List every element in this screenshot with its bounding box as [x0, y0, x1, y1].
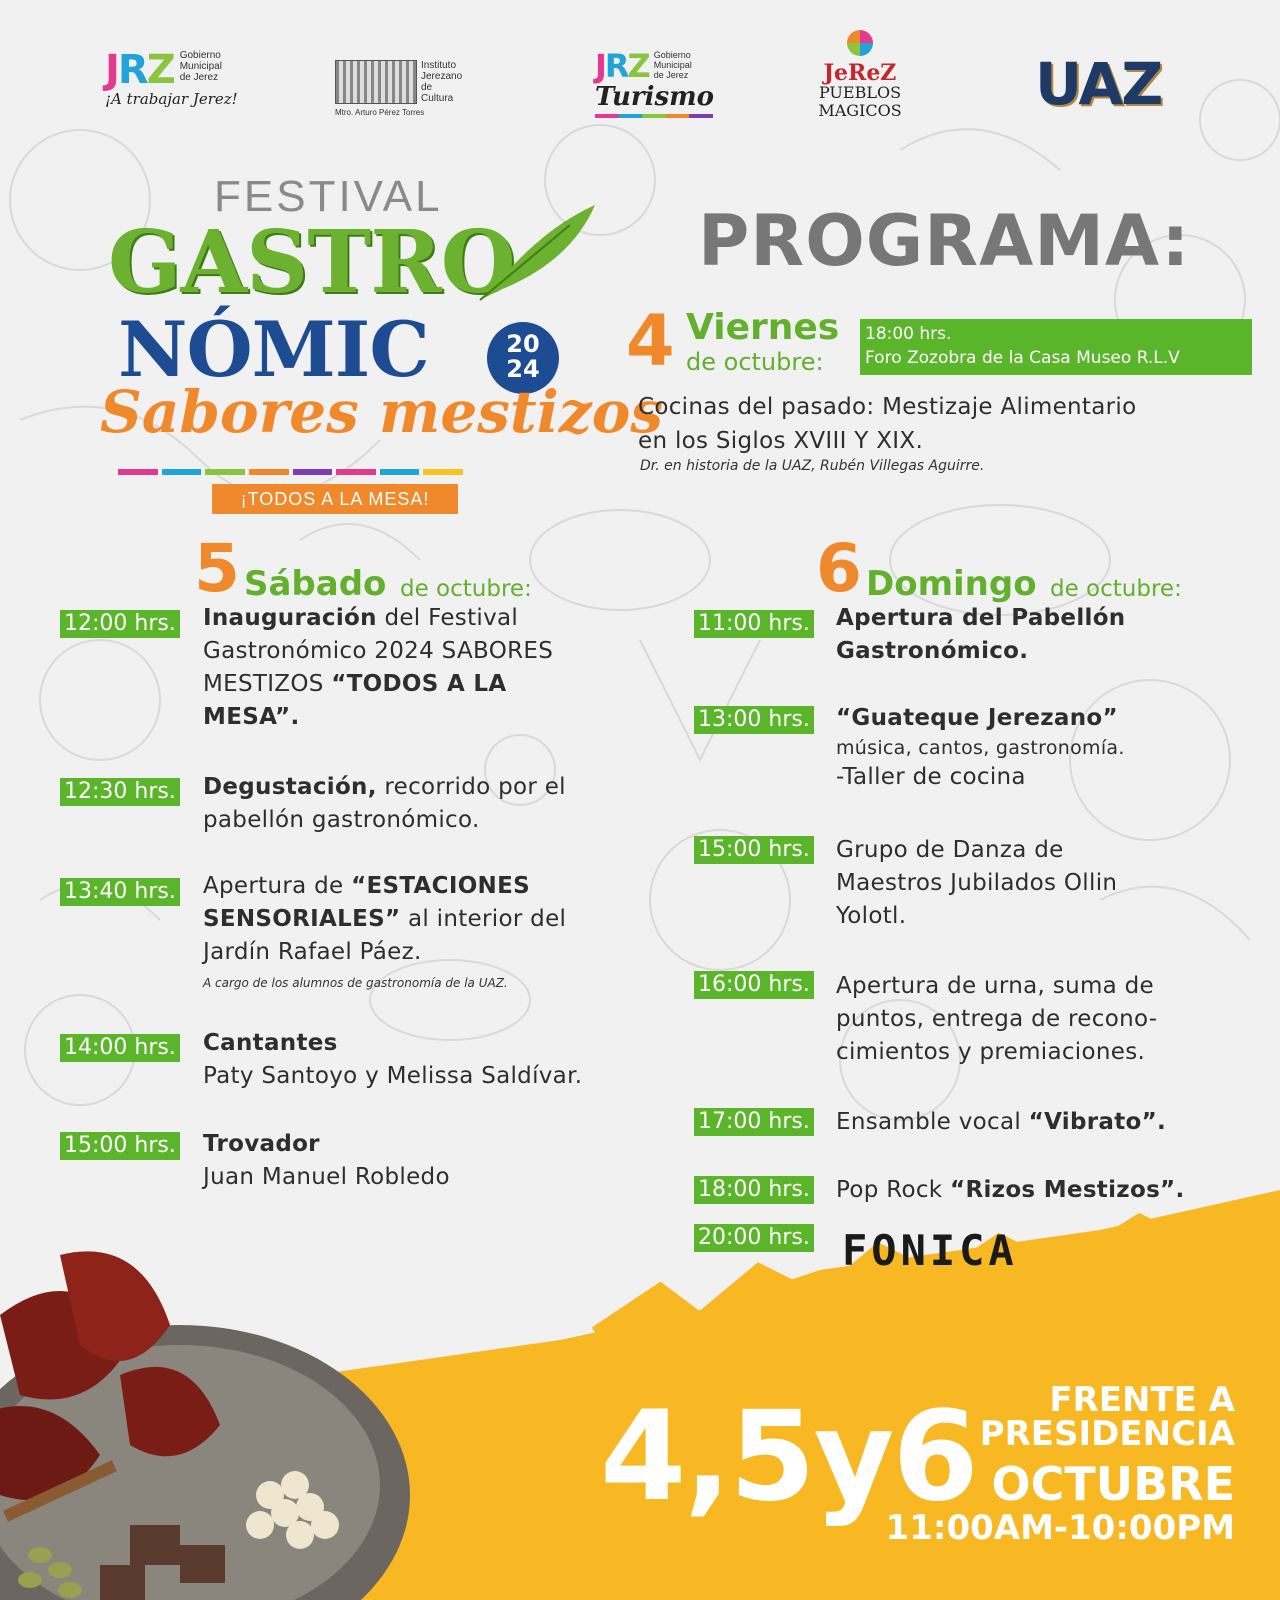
sun-e4-l2: puntos, entrega de recono-: [836, 1006, 1158, 1032]
friday-number: 4: [626, 300, 675, 382]
inst-line3: de: [421, 82, 433, 93]
sat-e4-bold: Cantantes: [203, 1030, 338, 1056]
jrz-mark: JRZ: [105, 47, 174, 93]
sun-event-4: [836, 970, 1256, 1069]
saturday-name: Sábado: [244, 564, 387, 604]
sat-e3-note: A cargo de los alumnos de gastronomía de la UAZ.: [203, 976, 508, 990]
festival-label: FESTIVAL: [214, 172, 443, 221]
pm-line2: PUEBLOS: [818, 83, 902, 102]
sun-event-1: [836, 602, 1256, 668]
saturday-number: 5: [194, 530, 240, 607]
sat-e2-l1: recorrido por el: [376, 774, 566, 800]
sun-event-3: [836, 834, 1256, 933]
programa-title: PROGRAMA:: [698, 200, 1191, 282]
sat-e3-bold: “ESTACIONES: [351, 873, 530, 899]
sun-time-3: 15:00 hrs.: [694, 836, 814, 864]
sat-event-1: [203, 602, 643, 734]
pueblos-magicos-logo: [815, 28, 905, 128]
friday-month: de octubre:: [686, 348, 824, 376]
jrz-slogan: ¡A trabajar Jerez!: [105, 90, 238, 108]
jrz-gov-line1: Gobierno: [179, 50, 221, 61]
sabores-subtitle: Sabores mestizos: [100, 378, 664, 446]
jrz-gov-line3: de Jerez: [179, 72, 219, 83]
fonica-logo: FONICA: [842, 1226, 1018, 1275]
sat-e1-l2: Gastronómico 2024 SABORES: [203, 638, 554, 664]
sat-event-3: [203, 870, 643, 969]
sun-event-6: [836, 1174, 1256, 1207]
sun-time-1: 11:00 hrs.: [694, 610, 814, 638]
venue-line1: FRENTE A: [1049, 1380, 1235, 1420]
saturday-month: de octubre:: [400, 576, 532, 602]
sat-e3-l2b: SENSORIALES”: [203, 906, 401, 932]
molcajete-chiles-image: [0, 1195, 420, 1600]
venue-line2: PRESIDENCIA: [979, 1414, 1235, 1454]
sun-time-4: 16:00 hrs.: [694, 971, 814, 999]
feather-icon: [470, 200, 600, 310]
sat-event-4: [203, 1027, 663, 1093]
friday-speaker: Dr. en historia de la UAZ, Rubén Villegas Aguirre.: [640, 458, 985, 474]
year-top: 20: [506, 330, 540, 358]
inst-line2: Jerezano: [421, 71, 463, 82]
sun-event-5: [836, 1106, 1256, 1139]
sun-time-6: 18:00 hrs.: [694, 1176, 814, 1204]
sun-e6-a: Pop Rock: [836, 1177, 951, 1203]
jrz-turismo-logo: JRZ Gobierno Municipal de Jerez Turismo: [595, 50, 725, 128]
sat-e4-l2: Paty Santoyo y Melissa Saldívar.: [203, 1063, 583, 1089]
sat-time-1: 12:00 hrs.: [60, 610, 180, 638]
sat-event-2: [203, 771, 643, 837]
sat-e5-bold: Trovador: [203, 1131, 320, 1157]
friday-place: Foro Zozobra de la Casa Museo R.L.V: [865, 348, 1180, 368]
color-bar: [118, 469, 463, 475]
friday-time: 18:00 hrs.: [865, 324, 952, 344]
pinwheel-icon: [845, 28, 875, 58]
instituto-cultura-logo: [335, 60, 485, 120]
jrzt-script: Turismo: [595, 82, 714, 112]
jrz-gobierno-logo: [105, 47, 275, 130]
pm-line3: MAGICOS: [818, 101, 902, 120]
friday-line2: en los Siglos XVIII Y XIX.: [638, 428, 924, 454]
sun-e5-a: Ensamble vocal: [836, 1109, 1029, 1135]
sat-time-2: 12:30 hrs.: [60, 778, 180, 806]
sat-e1-l1: del Festival: [376, 605, 519, 631]
sunday-name: Domingo: [866, 564, 1037, 604]
sun-e4-l1: Apertura de urna, suma de: [836, 973, 1154, 999]
venue: [955, 1380, 1235, 1454]
sunday-month: de octubre:: [1050, 576, 1182, 602]
sat-e5-l2: Juan Manuel Robledo: [203, 1164, 450, 1190]
sun-e3-l3: Yolotl.: [836, 903, 907, 929]
inst-sub: Mtro. Arturo Pérez Torres: [335, 108, 425, 117]
sun-e2-bold: “Guateque Jerezano”: [836, 705, 1118, 731]
inst-line1: Instituto: [421, 60, 457, 71]
jrz-gov-line2: Municipal: [179, 61, 222, 72]
year-bottom: 24: [506, 355, 540, 383]
sat-e2-l2: pabellón gastronómico.: [203, 807, 480, 833]
uaz-mark: UAZ: [1035, 50, 1162, 118]
sun-e5-bold: “Vibrato”.: [1028, 1109, 1167, 1135]
sun-e3-l2: Maestros Jubilados Ollin: [836, 870, 1118, 896]
sun-time-7: 20:00 hrs.: [694, 1224, 814, 1252]
sun-e1-b1: Apertura del Pabellón: [836, 605, 1126, 631]
sat-e1-bold: Inauguración: [203, 605, 377, 631]
sun-e2-l3: -Taller de cocina: [836, 764, 1026, 790]
gastro-title: GASTRO: [108, 212, 515, 313]
jrzt-line1: Gobierno: [653, 50, 691, 60]
color-stripe: [595, 114, 713, 118]
sun-time-5: 17:00 hrs.: [694, 1108, 814, 1136]
sat-e2-bold: Degustación,: [203, 774, 377, 800]
jrzt-line2: Municipal: [653, 60, 692, 70]
sun-e6-bold: “Rizos Mestizos”.: [950, 1177, 1185, 1203]
sat-time-5: 15:00 hrs.: [60, 1132, 180, 1160]
inst-line4: Cultura: [421, 93, 454, 104]
festival-dates: 4,5y6: [600, 1385, 977, 1529]
jrzt-line3: de Jerez: [653, 70, 689, 80]
sat-event-5: [203, 1128, 643, 1194]
sun-e3-l1: Grupo de Danza de: [836, 837, 1064, 863]
friday-line1: Cocinas del pasado: Mestizaje Alimentario: [638, 394, 1137, 420]
sat-e1-l3a: MESTIZOS: [203, 671, 332, 697]
sun-event-2: [836, 702, 1256, 794]
sunday-number: 6: [816, 530, 862, 607]
sat-e3-l3: Jardín Rafael Páez.: [203, 939, 422, 965]
friday-time-place: [860, 319, 1252, 375]
pm-line1: JeReZ: [823, 60, 897, 86]
sat-e3-l2: al interior del: [400, 906, 567, 932]
friday-event: [638, 390, 1258, 458]
sat-time-4: 14:00 hrs.: [60, 1034, 180, 1062]
sat-time-3: 13:40 hrs.: [60, 878, 180, 906]
sat-e1-l4: MESA”.: [203, 704, 300, 730]
sat-e1-l3b: “TODOS A LA: [331, 671, 507, 697]
sun-e4-l3: cimientos y premiaciones.: [836, 1039, 1146, 1065]
nomico-title: NÓMIC: [118, 305, 429, 394]
sat-e3-a: Apertura de: [203, 873, 352, 899]
sun-e2-l2: música, cantos, gastronomía.: [836, 737, 1125, 759]
sun-e1-b2: Gastronómico.: [836, 638, 1029, 664]
sun-time-2: 13:00 hrs.: [694, 706, 814, 734]
friday-name: Viernes: [686, 307, 840, 348]
todos-a-la-mesa-banner: ¡TODOS A LA MESA!: [212, 484, 458, 514]
month-label: OCTUBRE: [991, 1457, 1235, 1511]
opening-hours: 11:00AM-10:00PM: [885, 1508, 1235, 1548]
building-icon: [335, 60, 417, 104]
uaz-logo: [1035, 50, 1170, 118]
